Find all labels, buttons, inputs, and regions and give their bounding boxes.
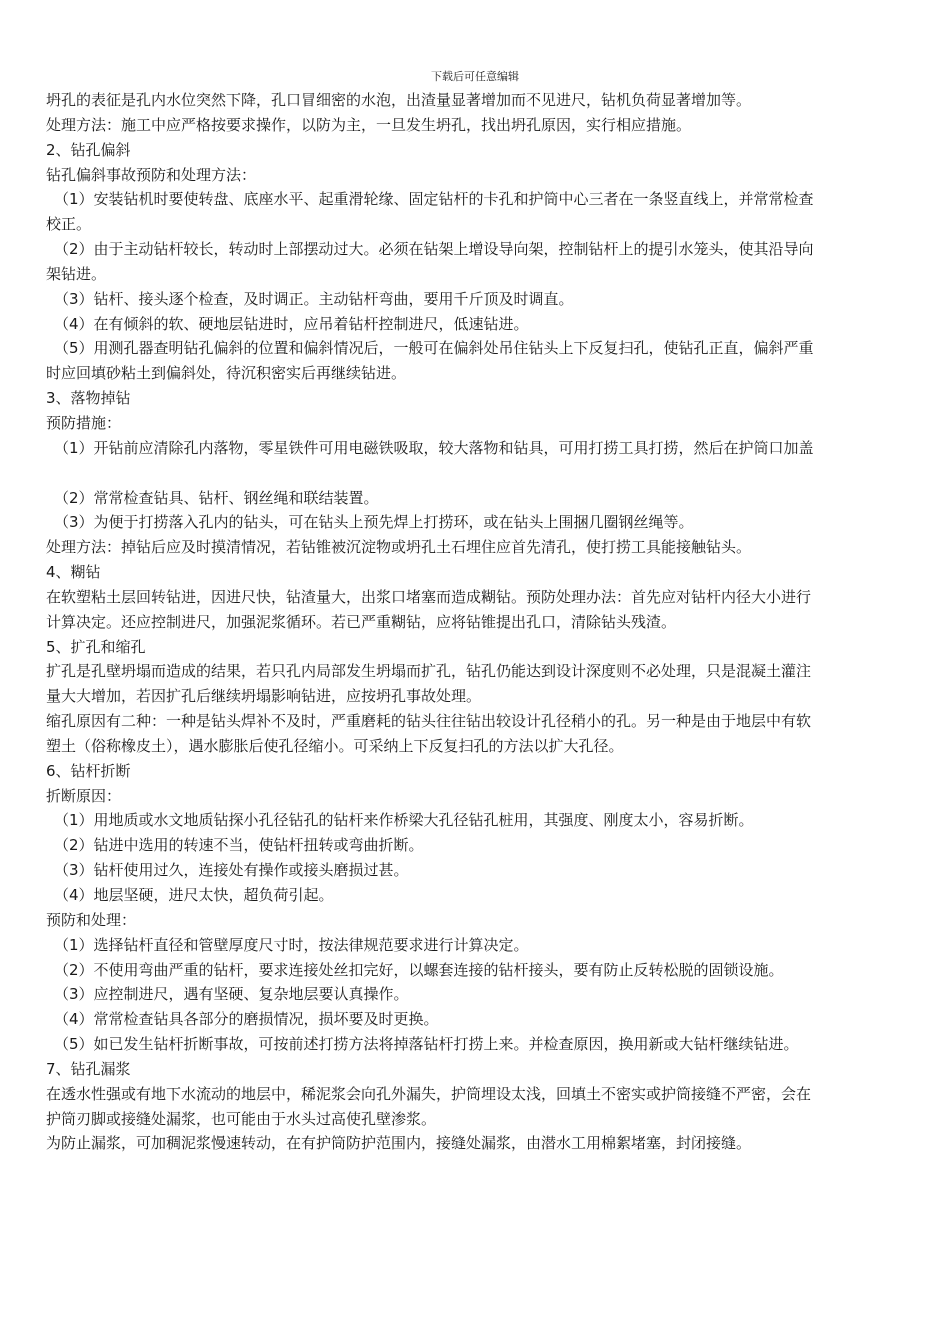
list-item-line: （2）由于主动钻杆较长，转动时上部摆动过大。必须在钻架上增设导向架，控制钻杆上的提引水笼头，使其沿导向 bbox=[54, 240, 814, 259]
paragraph-line: 时应回填砂粘土到偏斜处，待沉积密实后再继续钻进。 bbox=[46, 364, 407, 383]
section-heading: 4、糊钻 bbox=[46, 563, 101, 582]
paragraph-line: 为防止漏浆，可加稠泥浆慢速转动，在有护筒防护范围内，接缝处漏浆，由潜水工用棉絮堵塞，封闭接缝。 bbox=[46, 1134, 752, 1153]
paragraph-line: 扩孔是孔壁坍塌而造成的结果，若只孔内局部发生坍塌而扩孔，钻孔仍能达到设计深度则不必处理，只是混凝土灌注 bbox=[46, 662, 812, 681]
paragraph-line: 处理方法：施工中应严格按要求操作，以防为主，一旦发生坍孔，找出坍孔原因，实行相应措施。 bbox=[46, 115, 692, 134]
list-item-line: （1）开钻前应清除孔内落物，零星铁件可用电磁铁吸取，较大落物和钻具，可用打捞工具打捞，然后在护筒口加盖 bbox=[54, 438, 814, 457]
list-item-line: （5）用测孔器查明钻孔偏斜的位置和偏斜情况后，一般可在偏斜处吊住钻头上下反复扫孔，使钻孔正直，偏斜严重 bbox=[54, 339, 814, 358]
list-item-line: （1）选择钻杆直径和管壁厚度尺寸时，按法律规范要求进行计算决定。 bbox=[54, 935, 529, 954]
list-item-line: （1）安装钻机时要使转盘、底座水平、起重滑轮缘、固定钻杆的卡孔和护筒中心三者在一条竖直线上，并常常检查 bbox=[54, 190, 814, 209]
page-header: 下载后可任意编辑 bbox=[431, 70, 519, 83]
paragraph-line: 处理方法：掉钻后应及时摸清情况，若钻锥被沉淀物或坍孔土石埋住应首先清孔，使打捞工具能接触钻头。 bbox=[46, 538, 752, 557]
list-item-line: （4）常常检查钻具各部分的磨损情况，损坏要及时更换。 bbox=[54, 1010, 439, 1029]
paragraph-line: 坍孔的表征是孔内水位突然下降，孔口冒细密的水泡，出渣量显著增加而不见进尺，钻机负荷显著增加等。 bbox=[46, 91, 752, 109]
paragraph-line: 预防和处理： bbox=[46, 910, 137, 929]
paragraph-line: 塑土（俗称橡皮土），遇水膨胀后使孔径缩小。可采纳上下反复扫孔的方法以扩大孔径。 bbox=[46, 736, 624, 755]
paragraph-line: 量大大增加，若因扩孔后继续坍塌影响钻进，应按坍孔事故处理。 bbox=[46, 687, 482, 706]
section-heading: 6、钻杆折断 bbox=[46, 761, 131, 780]
list-item-line: （4）在有倾斜的软、硬地层钻进时，应吊着钻杆控制进尺，低速钻进。 bbox=[54, 314, 529, 333]
list-item-line: （4）地层坚硬，进尺太快，超负荷引起。 bbox=[54, 886, 334, 904]
section-heading: 5、扩孔和缩孔 bbox=[46, 637, 146, 656]
list-item-line: （2）不使用弯曲严重的钻杆，要求连接处丝扣完好，以螺套连接的钻杆接头，要有防止反转松脱的固锁设施。 bbox=[54, 960, 784, 979]
section-heading: 7、钻孔漏浆 bbox=[46, 1059, 131, 1078]
list-item-line: （3）为便于打捞落入孔内的钻头，可在钻头上预先焊上打捞环，或在钻头上围捆几圈钢丝绳等。 bbox=[54, 513, 694, 532]
paragraph-line: 缩孔原因有二种：一种是钻头焊补不及时，严重磨耗的钻头往往钻出较设计孔径稍小的孔。另一种是由于地层中有软 bbox=[46, 712, 812, 731]
list-item-line: （3）应控制进尺，遇有坚硬、复杂地层要认真操作。 bbox=[54, 985, 409, 1004]
paragraph-line: 钻孔偏斜事故预防和处理方法： bbox=[46, 165, 257, 184]
paragraph-line: 在软塑粘土层回转钻进，因进尺快，钻渣量大，出浆口堵塞而造成糊钻。预防处理办法：首先应对钻杆内径大小进行 bbox=[46, 587, 812, 606]
list-item-line: （5）如已发生钻杆折断事故，可按前述打捞方法将掉落钻杆打捞上来。并检查原因，换用新或大钻杆继续钻进。 bbox=[54, 1035, 799, 1054]
section-heading: 2、钻孔偏斜 bbox=[46, 140, 131, 159]
list-item-line: （3）钻杆使用过久，连接处有操作或接头磨损过甚。 bbox=[54, 861, 409, 880]
blank-line bbox=[46, 461, 904, 486]
paragraph-line: 在透水性强或有地下水流动的地层中，稀泥浆会向孔外漏失，护筒埋设太浅，回填土不密实或护筒接缝不严密，会在 bbox=[46, 1084, 812, 1103]
section-heading: 3、落物掉钻 bbox=[46, 389, 131, 408]
list-item-line: （2）钻进中选用的转速不当，使钻杆扭转或弯曲折断。 bbox=[54, 836, 424, 855]
document-body bbox=[46, 88, 904, 1156]
paragraph-line: 校正。 bbox=[46, 215, 92, 234]
paragraph-line: 折断原因： bbox=[46, 786, 122, 805]
list-item-line: （3）钻杆、接头逐个检查，及时调正。主动钻杆弯曲，要用千斤顶及时调直。 bbox=[54, 289, 574, 308]
paragraph-line: 预防措施： bbox=[46, 413, 122, 432]
paragraph-line: 护筒刃脚或接缝处漏浆，也可能由于水头过高使孔壁渗浆。 bbox=[46, 1109, 437, 1128]
paragraph-line: 计算决定。还应控制进尺，加强泥浆循环。若已严重糊钻，应将钻锥提出孔口，清除钻头残渣。 bbox=[46, 612, 677, 631]
list-item-line: （2）常常检查钻具、钻杆、钢丝绳和联结装置。 bbox=[54, 488, 379, 507]
paragraph-line: 架钻进。 bbox=[46, 264, 107, 283]
list-item-line: （1）用地质或水文地质钻探小孔径钻孔的钻杆来作桥梁大孔径钻孔桩用，其强度、刚度太小，容易折断。 bbox=[54, 811, 754, 830]
